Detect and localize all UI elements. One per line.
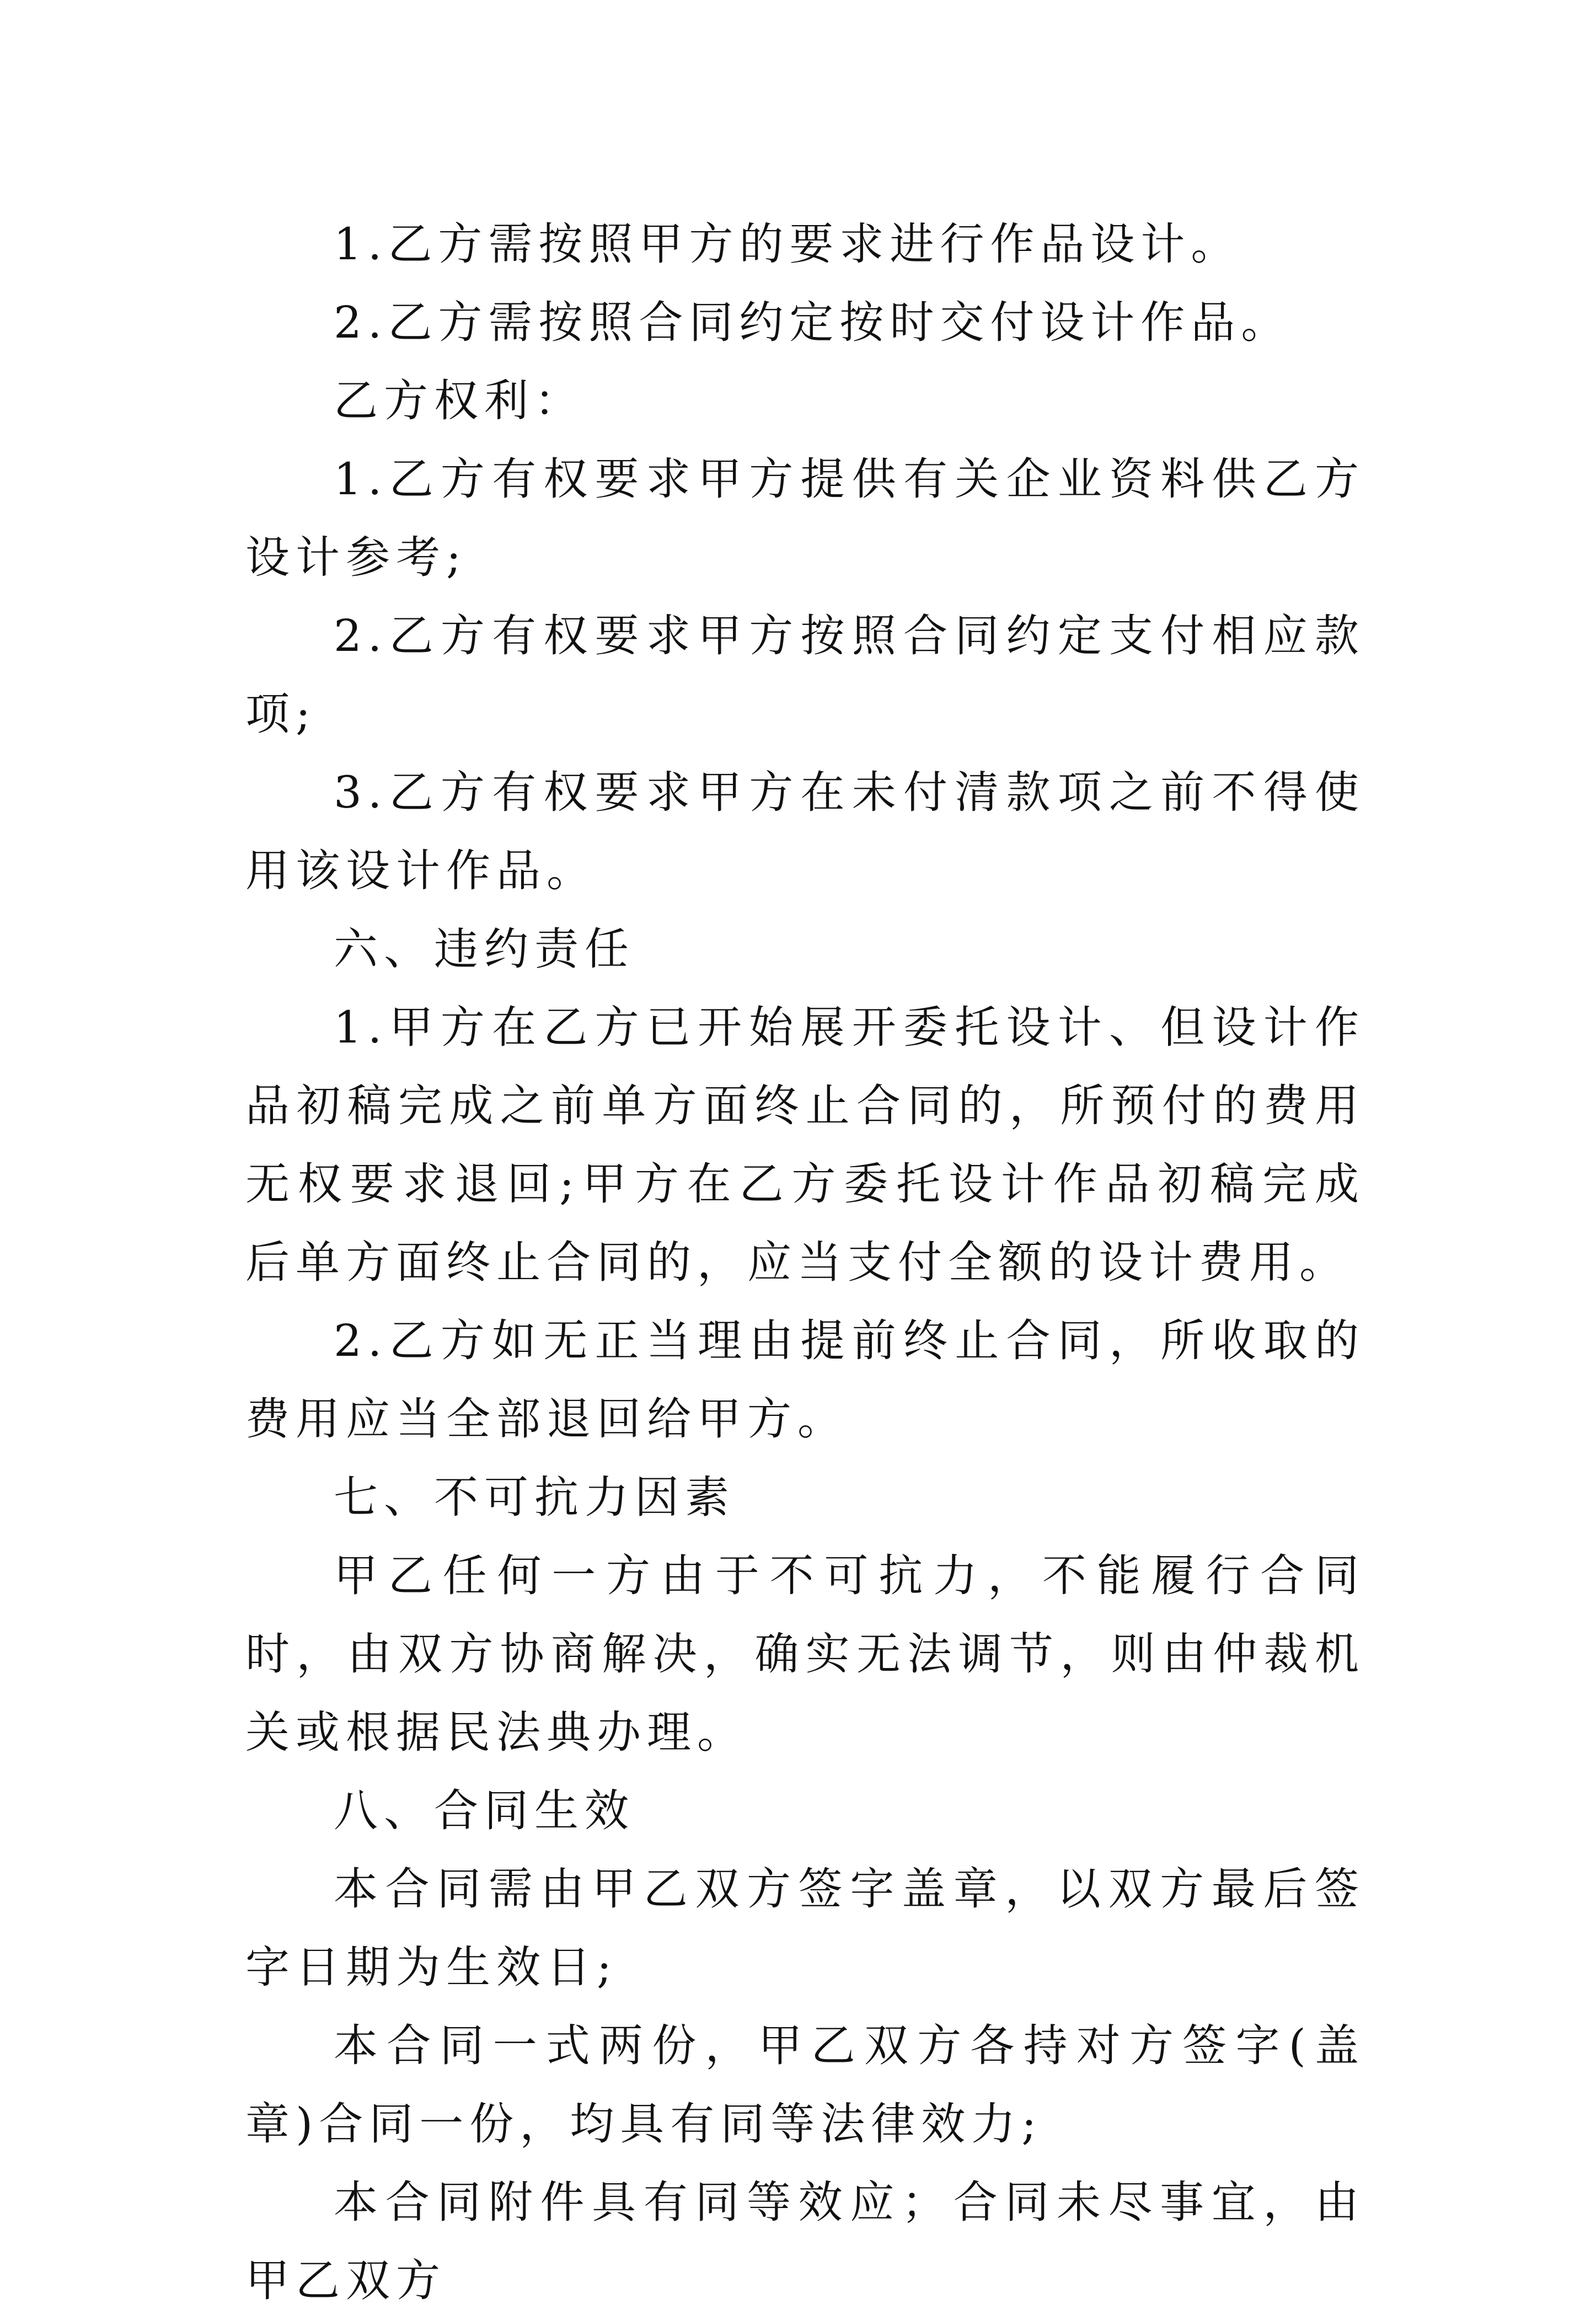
paragraph-copies: 本合同一式两份，甲乙双方各持对方签字(盖章)合同一份，均具有同等法律效力; (245, 2020, 1365, 2150)
section-heading-force-majeure: 七、不可抗力因素 (334, 1472, 735, 1523)
paragraph-obligation-1: 1.乙方需按照甲方的要求进行作品设计。 (334, 218, 1241, 270)
paragraph-right-1: 1.乙方有权要求甲方提供有关企业资料供乙方设计参考; (245, 453, 1365, 583)
section-heading-breach-liability: 六、违约责任 (334, 923, 635, 975)
paragraph-force-majeure: 甲乙任何一方由于不可抗力，不能履行合同时，由双方协商解决，确实无法调节，则由仲裁机关或根据民法典办理。 (245, 1550, 1365, 1758)
paragraph-obligation-2: 2.乙方需按照合同约定按时交付设计作品。 (334, 297, 1292, 348)
section-heading-effectiveness: 八、合同生效 (334, 1785, 635, 1836)
paragraph-party-b-rights-heading: 乙方权利： (334, 375, 585, 426)
paragraph-right-2: 2.乙方有权要求甲方按照合同约定支付相应款项; (245, 610, 1365, 740)
paragraph-breach-1: 1.甲方在乙方已开始展开委托设计、但设计作品初稿完成之前单方面终止合同的，所预付的费用无权要求退回;甲方在乙方委托设计作品初稿完成后单方面终止合同的，应当支付全额的设计费用。 (245, 1002, 1365, 1288)
paragraph-annex: 本合同附件具有同等效应；合同未尽事宜，由甲乙双方 (245, 2177, 1365, 2306)
paragraph-right-3: 3.乙方有权要求甲方在未付清款项之前不得使用该设计作品。 (245, 767, 1365, 896)
paragraph-breach-2: 2.乙方如无正当理由提前终止合同，所收取的费用应当全部退回给甲方。 (245, 1315, 1365, 1445)
paragraph-effective-date: 本合同需由甲乙双方签字盖章，以双方最后签字日期为生效日; (245, 1863, 1365, 1993)
document-page (245, 205, 1365, 2320)
